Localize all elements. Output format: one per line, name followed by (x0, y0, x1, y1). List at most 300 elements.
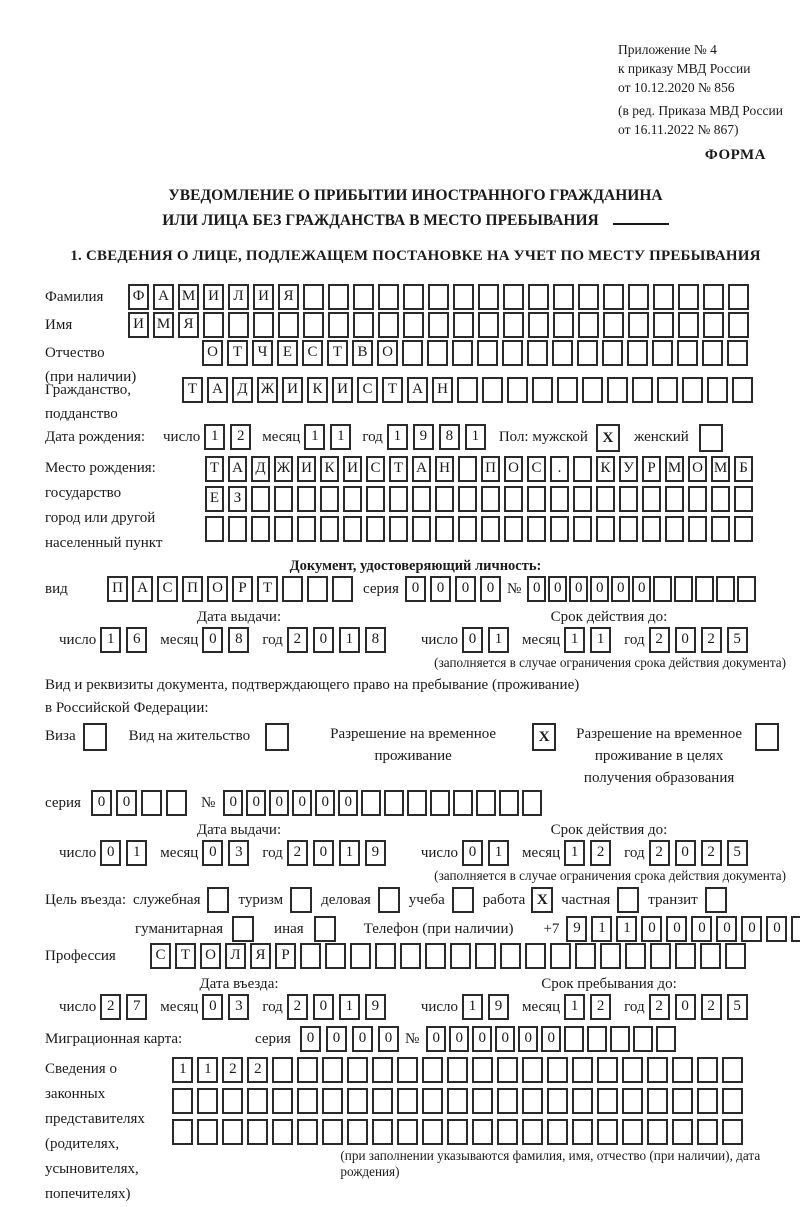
char-cell[interactable]: Ф (128, 284, 149, 310)
char-cell[interactable] (682, 377, 703, 403)
char-cell[interactable] (458, 516, 477, 542)
char-cell[interactable] (141, 790, 162, 816)
char-cell[interactable] (596, 486, 615, 512)
char-cell[interactable] (347, 1088, 368, 1114)
char-cell[interactable] (622, 1119, 643, 1145)
char-cell[interactable] (274, 486, 293, 512)
char-cell[interactable]: 0 (313, 840, 334, 866)
char-cell[interactable] (532, 377, 553, 403)
char-cell[interactable] (507, 377, 528, 403)
char-cell[interactable] (607, 377, 628, 403)
char-cell[interactable] (282, 576, 303, 602)
char-cell[interactable]: С (357, 377, 378, 403)
char-cell[interactable] (656, 1026, 676, 1052)
char-cell[interactable]: 2 (701, 994, 722, 1020)
char-cell[interactable] (522, 1119, 543, 1145)
char-cell[interactable]: 0 (527, 576, 546, 602)
char-cell[interactable]: О (504, 456, 523, 482)
char-cell[interactable]: 1 (387, 424, 408, 450)
char-cell[interactable]: Т (327, 340, 348, 366)
char-cell[interactable] (435, 516, 454, 542)
char-cell[interactable] (497, 1057, 518, 1083)
char-cell[interactable]: О (202, 340, 223, 366)
char-cell[interactable] (678, 284, 699, 310)
char-cell[interactable]: 0 (675, 627, 696, 653)
char-cell[interactable] (228, 516, 247, 542)
char-cell[interactable]: 0 (338, 790, 358, 816)
purpose-work-checkbox[interactable]: X (531, 887, 553, 913)
char-cell[interactable] (403, 284, 424, 310)
char-cell[interactable]: С (157, 576, 178, 602)
char-cell[interactable]: О (207, 576, 228, 602)
char-cell[interactable] (272, 1119, 293, 1145)
char-cell[interactable]: П (182, 576, 203, 602)
char-cell[interactable]: . (550, 456, 569, 482)
char-cell[interactable]: Т (389, 456, 408, 482)
char-cell[interactable] (499, 790, 519, 816)
char-cell[interactable] (678, 312, 699, 338)
char-cell[interactable]: Н (432, 377, 453, 403)
char-cell[interactable]: 0 (405, 576, 426, 602)
char-cell[interactable]: 0 (378, 1026, 399, 1052)
char-cell[interactable] (274, 516, 293, 542)
char-cell[interactable] (253, 312, 274, 338)
char-cell[interactable] (458, 456, 477, 482)
char-cell[interactable]: 2 (649, 627, 670, 653)
char-cell[interactable] (578, 312, 599, 338)
purpose-study-checkbox[interactable] (452, 887, 474, 913)
char-cell[interactable] (481, 486, 500, 512)
char-cell[interactable] (653, 312, 674, 338)
char-cell[interactable] (642, 486, 661, 512)
char-cell[interactable]: А (412, 456, 431, 482)
char-cell[interactable] (582, 377, 603, 403)
char-cell[interactable]: 2 (222, 1057, 243, 1083)
char-cell[interactable] (497, 1119, 518, 1145)
char-cell[interactable] (343, 516, 362, 542)
char-cell[interactable] (653, 284, 674, 310)
char-cell[interactable] (665, 486, 684, 512)
char-cell[interactable]: П (481, 456, 500, 482)
char-cell[interactable]: 0 (116, 790, 137, 816)
char-cell[interactable] (652, 340, 673, 366)
char-cell[interactable] (572, 1119, 593, 1145)
char-cell[interactable] (665, 516, 684, 542)
char-cell[interactable] (435, 486, 454, 512)
char-cell[interactable] (703, 284, 724, 310)
char-cell[interactable]: Н (435, 456, 454, 482)
char-cell[interactable] (547, 1119, 568, 1145)
char-cell[interactable] (528, 312, 549, 338)
char-cell[interactable] (347, 1119, 368, 1145)
char-cell[interactable] (722, 1119, 743, 1145)
char-cell[interactable] (422, 1119, 443, 1145)
char-cell[interactable] (422, 1088, 443, 1114)
char-cell[interactable]: В (352, 340, 373, 366)
char-cell[interactable] (632, 377, 653, 403)
char-cell[interactable] (297, 516, 316, 542)
char-cell[interactable]: 1 (488, 840, 509, 866)
char-cell[interactable] (791, 916, 800, 942)
char-cell[interactable]: М (665, 456, 684, 482)
char-cell[interactable]: 1 (564, 994, 585, 1020)
char-cell[interactable]: 2 (590, 994, 611, 1020)
residence-permit-checkbox[interactable] (265, 723, 289, 751)
char-cell[interactable]: А (153, 284, 174, 310)
char-cell[interactable] (228, 312, 249, 338)
char-cell[interactable] (353, 312, 374, 338)
char-cell[interactable] (688, 516, 707, 542)
char-cell[interactable] (307, 576, 328, 602)
temp-residence-checkbox[interactable]: X (532, 723, 556, 751)
char-cell[interactable] (332, 576, 353, 602)
char-cell[interactable]: Е (277, 340, 298, 366)
char-cell[interactable] (707, 377, 728, 403)
char-cell[interactable] (366, 516, 385, 542)
char-cell[interactable] (297, 486, 316, 512)
char-cell[interactable]: А (407, 377, 428, 403)
char-cell[interactable] (430, 790, 450, 816)
char-cell[interactable]: Ж (257, 377, 278, 403)
char-cell[interactable]: 2 (701, 627, 722, 653)
char-cell[interactable] (328, 312, 349, 338)
char-cell[interactable] (320, 516, 339, 542)
char-cell[interactable]: 2 (701, 840, 722, 866)
char-cell[interactable]: С (302, 340, 323, 366)
char-cell[interactable]: И (332, 377, 353, 403)
char-cell[interactable]: 2 (649, 994, 670, 1020)
char-cell[interactable] (428, 312, 449, 338)
char-cell[interactable] (625, 943, 646, 969)
char-cell[interactable]: Д (251, 456, 270, 482)
char-cell[interactable]: С (150, 943, 171, 969)
char-cell[interactable] (384, 790, 404, 816)
char-cell[interactable] (572, 1088, 593, 1114)
char-cell[interactable]: 0 (666, 916, 687, 942)
char-cell[interactable] (573, 486, 592, 512)
char-cell[interactable] (647, 1119, 668, 1145)
char-cell[interactable] (697, 1088, 718, 1114)
char-cell[interactable] (297, 1088, 318, 1114)
char-cell[interactable] (372, 1057, 393, 1083)
char-cell[interactable] (653, 576, 672, 602)
char-cell[interactable] (458, 486, 477, 512)
char-cell[interactable] (728, 284, 749, 310)
purpose-humanitarian-checkbox[interactable] (232, 916, 254, 942)
purpose-official-checkbox[interactable] (207, 887, 229, 913)
char-cell[interactable] (600, 943, 621, 969)
char-cell[interactable] (727, 340, 748, 366)
char-cell[interactable]: 1 (616, 916, 637, 942)
char-cell[interactable] (476, 790, 496, 816)
char-cell[interactable] (677, 340, 698, 366)
char-cell[interactable] (703, 312, 724, 338)
char-cell[interactable] (722, 1088, 743, 1114)
char-cell[interactable]: С (527, 456, 546, 482)
char-cell[interactable] (497, 1088, 518, 1114)
char-cell[interactable] (452, 340, 473, 366)
char-cell[interactable]: 0 (202, 994, 223, 1020)
char-cell[interactable]: 1 (339, 627, 360, 653)
char-cell[interactable]: К (320, 456, 339, 482)
char-cell[interactable]: 9 (413, 424, 434, 450)
char-cell[interactable]: М (153, 312, 174, 338)
char-cell[interactable] (397, 1088, 418, 1114)
char-cell[interactable] (603, 312, 624, 338)
char-cell[interactable]: К (596, 456, 615, 482)
char-cell[interactable]: 7 (126, 994, 147, 1020)
char-cell[interactable] (303, 284, 324, 310)
char-cell[interactable] (447, 1119, 468, 1145)
char-cell[interactable]: 1 (172, 1057, 193, 1083)
char-cell[interactable] (647, 1088, 668, 1114)
char-cell[interactable]: 1 (564, 840, 585, 866)
char-cell[interactable]: 0 (691, 916, 712, 942)
char-cell[interactable]: 0 (741, 916, 762, 942)
char-cell[interactable] (633, 1026, 653, 1052)
char-cell[interactable] (482, 377, 503, 403)
char-cell[interactable] (425, 943, 446, 969)
char-cell[interactable]: 5 (727, 840, 748, 866)
char-cell[interactable]: О (377, 340, 398, 366)
char-cell[interactable] (527, 516, 546, 542)
char-cell[interactable]: Я (278, 284, 299, 310)
char-cell[interactable]: 0 (455, 576, 476, 602)
char-cell[interactable]: 3 (228, 840, 249, 866)
char-cell[interactable] (222, 1119, 243, 1145)
char-cell[interactable]: Я (250, 943, 271, 969)
char-cell[interactable] (564, 1026, 584, 1052)
purpose-transit-checkbox[interactable] (705, 887, 727, 913)
char-cell[interactable] (378, 284, 399, 310)
char-cell[interactable] (322, 1119, 343, 1145)
char-cell[interactable]: Я (178, 312, 199, 338)
char-cell[interactable]: 8 (439, 424, 460, 450)
visa-checkbox[interactable] (83, 723, 107, 751)
char-cell[interactable] (453, 790, 473, 816)
char-cell[interactable] (527, 340, 548, 366)
char-cell[interactable] (366, 486, 385, 512)
char-cell[interactable]: 0 (480, 576, 501, 602)
char-cell[interactable] (722, 1057, 743, 1083)
char-cell[interactable]: 0 (675, 840, 696, 866)
purpose-business-checkbox[interactable] (378, 887, 400, 913)
char-cell[interactable] (734, 486, 753, 512)
char-cell[interactable] (657, 377, 678, 403)
char-cell[interactable] (389, 486, 408, 512)
char-cell[interactable] (447, 1057, 468, 1083)
char-cell[interactable] (375, 943, 396, 969)
char-cell[interactable] (610, 1026, 630, 1052)
char-cell[interactable]: Л (228, 284, 249, 310)
char-cell[interactable] (389, 516, 408, 542)
char-cell[interactable] (172, 1088, 193, 1114)
char-cell[interactable]: 8 (365, 627, 386, 653)
char-cell[interactable]: 0 (313, 627, 334, 653)
char-cell[interactable] (500, 943, 521, 969)
char-cell[interactable]: 2 (590, 840, 611, 866)
char-cell[interactable]: 2 (247, 1057, 268, 1083)
char-cell[interactable] (400, 943, 421, 969)
char-cell[interactable] (647, 1057, 668, 1083)
char-cell[interactable] (642, 516, 661, 542)
char-cell[interactable] (650, 943, 671, 969)
char-cell[interactable] (572, 1057, 593, 1083)
char-cell[interactable]: И (297, 456, 316, 482)
char-cell[interactable]: А (207, 377, 228, 403)
char-cell[interactable]: 0 (632, 576, 651, 602)
char-cell[interactable]: О (200, 943, 221, 969)
char-cell[interactable] (522, 1057, 543, 1083)
char-cell[interactable] (527, 486, 546, 512)
char-cell[interactable]: И (128, 312, 149, 338)
char-cell[interactable] (711, 516, 730, 542)
temp-residence-education-checkbox[interactable] (755, 723, 779, 751)
char-cell[interactable]: 6 (126, 627, 147, 653)
char-cell[interactable] (472, 1057, 493, 1083)
char-cell[interactable] (322, 1088, 343, 1114)
char-cell[interactable]: 1 (488, 627, 509, 653)
char-cell[interactable]: 0 (313, 994, 334, 1020)
char-cell[interactable]: Т (382, 377, 403, 403)
char-cell[interactable] (372, 1119, 393, 1145)
char-cell[interactable]: Т (257, 576, 278, 602)
char-cell[interactable] (597, 1088, 618, 1114)
char-cell[interactable] (528, 284, 549, 310)
char-cell[interactable] (602, 340, 623, 366)
char-cell[interactable] (503, 284, 524, 310)
char-cell[interactable] (350, 943, 371, 969)
char-cell[interactable]: Р (232, 576, 253, 602)
char-cell[interactable] (575, 943, 596, 969)
char-cell[interactable]: 9 (365, 840, 386, 866)
char-cell[interactable] (597, 1119, 618, 1145)
char-cell[interactable] (251, 516, 270, 542)
char-cell[interactable]: Р (642, 456, 661, 482)
char-cell[interactable] (478, 312, 499, 338)
char-cell[interactable] (597, 1057, 618, 1083)
char-cell[interactable]: 2 (100, 994, 121, 1020)
char-cell[interactable]: 0 (675, 994, 696, 1020)
char-cell[interactable]: 0 (766, 916, 787, 942)
char-cell[interactable] (504, 486, 523, 512)
char-cell[interactable] (297, 1119, 318, 1145)
char-cell[interactable] (695, 576, 714, 602)
char-cell[interactable]: Р (275, 943, 296, 969)
char-cell[interactable] (322, 1057, 343, 1083)
char-cell[interactable]: 0 (426, 1026, 446, 1052)
char-cell[interactable] (347, 1057, 368, 1083)
char-cell[interactable] (550, 943, 571, 969)
char-cell[interactable]: Ч (252, 340, 273, 366)
char-cell[interactable]: 3 (228, 994, 249, 1020)
char-cell[interactable]: 0 (246, 790, 266, 816)
char-cell[interactable] (553, 312, 574, 338)
char-cell[interactable]: 2 (287, 627, 308, 653)
char-cell[interactable]: 0 (202, 840, 223, 866)
char-cell[interactable] (596, 516, 615, 542)
char-cell[interactable]: 0 (202, 627, 223, 653)
char-cell[interactable]: 2 (287, 994, 308, 1020)
char-cell[interactable] (578, 284, 599, 310)
char-cell[interactable]: 0 (300, 1026, 321, 1052)
char-cell[interactable] (552, 340, 573, 366)
char-cell[interactable]: А (132, 576, 153, 602)
char-cell[interactable]: Б (734, 456, 753, 482)
char-cell[interactable]: И (203, 284, 224, 310)
char-cell[interactable]: 2 (230, 424, 251, 450)
char-cell[interactable] (481, 516, 500, 542)
char-cell[interactable] (734, 516, 753, 542)
char-cell[interactable] (453, 284, 474, 310)
char-cell[interactable]: 8 (228, 627, 249, 653)
char-cell[interactable] (325, 943, 346, 969)
char-cell[interactable]: 0 (462, 627, 483, 653)
char-cell[interactable] (477, 340, 498, 366)
char-cell[interactable]: М (711, 456, 730, 482)
char-cell[interactable] (422, 1057, 443, 1083)
char-cell[interactable]: 1 (100, 627, 121, 653)
char-cell[interactable] (557, 377, 578, 403)
char-cell[interactable] (300, 943, 321, 969)
purpose-tourism-checkbox[interactable] (290, 887, 312, 913)
char-cell[interactable]: 0 (91, 790, 112, 816)
char-cell[interactable] (728, 312, 749, 338)
char-cell[interactable]: 2 (287, 840, 308, 866)
char-cell[interactable]: 1 (462, 994, 483, 1020)
char-cell[interactable]: М (178, 284, 199, 310)
char-cell[interactable] (603, 284, 624, 310)
char-cell[interactable] (550, 516, 569, 542)
char-cell[interactable] (407, 790, 427, 816)
char-cell[interactable]: И (253, 284, 274, 310)
char-cell[interactable] (320, 486, 339, 512)
char-cell[interactable] (573, 456, 592, 482)
char-cell[interactable]: Т (227, 340, 248, 366)
char-cell[interactable]: У (619, 456, 638, 482)
char-cell[interactable] (472, 1088, 493, 1114)
char-cell[interactable] (702, 340, 723, 366)
char-cell[interactable] (502, 340, 523, 366)
char-cell[interactable]: П (107, 576, 128, 602)
char-cell[interactable] (402, 340, 423, 366)
char-cell[interactable] (737, 576, 756, 602)
char-cell[interactable]: 1 (564, 627, 585, 653)
char-cell[interactable]: 0 (326, 1026, 347, 1052)
char-cell[interactable] (725, 943, 746, 969)
char-cell[interactable] (353, 284, 374, 310)
char-cell[interactable] (372, 1088, 393, 1114)
char-cell[interactable] (297, 1057, 318, 1083)
char-cell[interactable] (397, 1119, 418, 1145)
char-cell[interactable]: И (343, 456, 362, 482)
char-cell[interactable] (672, 1057, 693, 1083)
char-cell[interactable] (328, 284, 349, 310)
char-cell[interactable]: 0 (223, 790, 243, 816)
char-cell[interactable] (550, 486, 569, 512)
char-cell[interactable] (672, 1119, 693, 1145)
char-cell[interactable] (547, 1057, 568, 1083)
char-cell[interactable]: 0 (352, 1026, 373, 1052)
sex-male-checkbox[interactable]: X (596, 424, 620, 452)
char-cell[interactable] (427, 340, 448, 366)
char-cell[interactable] (675, 943, 696, 969)
char-cell[interactable] (711, 486, 730, 512)
char-cell[interactable]: 0 (462, 840, 483, 866)
char-cell[interactable]: О (688, 456, 707, 482)
char-cell[interactable]: 5 (727, 627, 748, 653)
char-cell[interactable] (251, 486, 270, 512)
